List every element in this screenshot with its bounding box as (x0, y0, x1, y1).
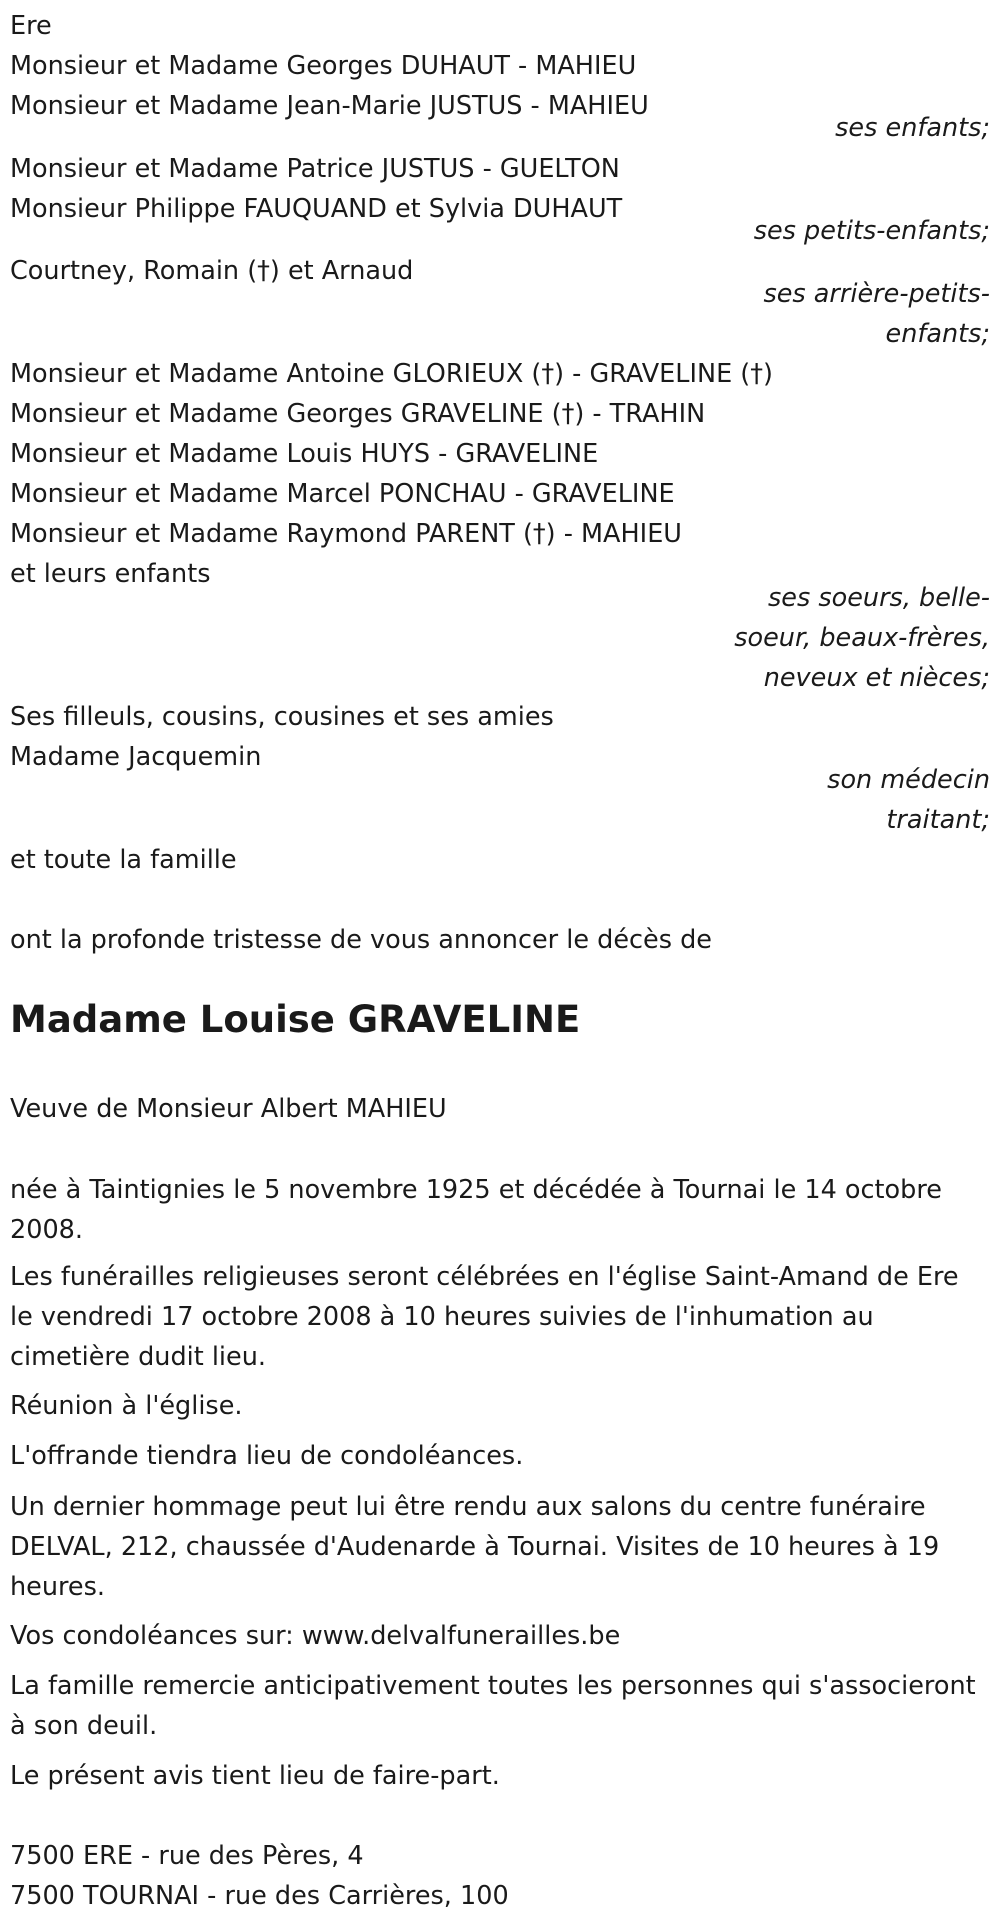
thanks-paragraph: La famille remercie anticipativement toutes les personnes qui s'associeront à son deuil. (10, 1671, 976, 1741)
place-heading: Ere (10, 11, 52, 41)
great-grandchildren-line: Courtney, Romain (†) et Arnaud (10, 256, 414, 286)
doctor-role: traitant; (886, 805, 990, 835)
child-line: Monsieur et Madame Georges DUHAUT - MAHIEU (10, 51, 637, 81)
sibling-line: Monsieur et Madame Georges GRAVELINE (†) - TRAHIN (10, 399, 706, 429)
great-grandchildren-role: enfants; (885, 319, 990, 349)
meeting-line: Réunion à l'église. (10, 1391, 243, 1421)
notice-line: Le présent avis tient lieu de faire-part. (10, 1761, 500, 1791)
sibling-line: Monsieur et Madame Antoine GLORIEUX (†) - GRAVELINE (†) (10, 359, 773, 389)
sibling-line: Monsieur et Madame Louis HUYS - GRAVELINE (10, 439, 599, 469)
grandchild-line: Monsieur Philippe FAUQUAND et Sylvia DUHAUT (10, 194, 623, 224)
others-line: Madame Jacquemin (10, 742, 262, 772)
siblings-role: ses soeurs, belle- (767, 583, 990, 613)
birth-death-paragraph: née à Taintignies le 5 novembre 1925 et décédée à Tournai le 14 octobre 2008. (10, 1175, 942, 1245)
others-line: Ses filleuls, cousins, cousines et ses amies (10, 702, 554, 732)
address-line: 7500 TOURNAI - rue des Carrières, 100 (10, 1881, 509, 1911)
whole-family-line: et toute la famille (10, 845, 237, 875)
grandchild-line: Monsieur et Madame Patrice JUSTUS - GUELTON (10, 154, 620, 184)
widow-of-line: Veuve de Monsieur Albert MAHIEU (10, 1094, 447, 1124)
child-line: Monsieur et Madame Jean-Marie JUSTUS - MAHIEU (10, 91, 649, 121)
children-role: ses enfants; (835, 113, 990, 143)
sibling-line: Monsieur et Madame Marcel PONCHAU - GRAVELINE (10, 479, 675, 509)
announcement-intro: ont la profonde tristesse de vous annoncer le décès de (10, 925, 712, 955)
sibling-line: Monsieur et Madame Raymond PARENT (†) - MAHIEU (10, 519, 682, 549)
tribute-paragraph: Un dernier hommage peut lui être rendu aux salons du centre funéraire DELVAL, 212, chaussée d'Audenarde à Tournai. Visites de 10 heures à 19 heures. (10, 1492, 940, 1602)
condolences-line: Vos condoléances sur: www.delvalfunerailles.be (10, 1621, 621, 1651)
doctor-role: son médecin (827, 765, 990, 795)
funeral-paragraph: Les funérailles religieuses seront célébrées en l'église Saint-Amand de Ere le vendredi 17 octobre 2008 à 10 heures suivies de l'inhumation au cimetière dudit lieu. (10, 1262, 959, 1372)
offering-line: L'offrande tiendra lieu de condoléances. (10, 1441, 524, 1471)
great-grandchildren-role: ses arrière-petits- (763, 279, 990, 309)
siblings-role: neveux et nièces; (763, 663, 990, 693)
deceased-name: Madame Louise GRAVELINE (10, 998, 581, 1041)
siblings-role: soeur, beaux-frères, (734, 623, 990, 653)
sibling-line: et leurs enfants (10, 559, 211, 589)
grandchildren-role: ses petits-enfants; (753, 216, 990, 246)
address-line: 7500 ERE - rue des Pères, 4 (10, 1841, 364, 1871)
